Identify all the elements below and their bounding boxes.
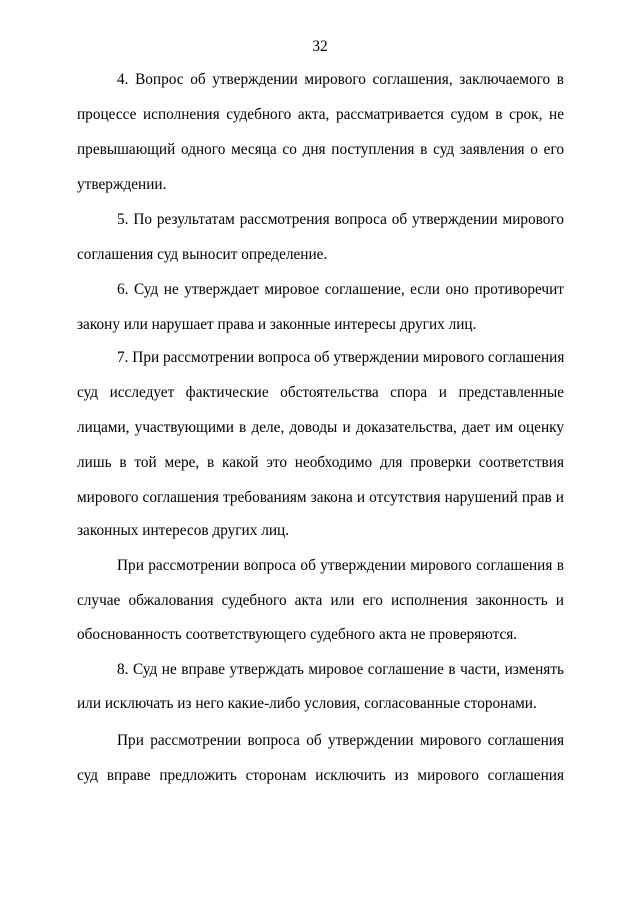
paragraph-6-line-1: 6. Суд не утверждает мировое соглашение, если оно противоречит <box>117 281 564 298</box>
paragraph-5-line-2: соглашения суд выносит определение. <box>77 246 328 263</box>
paragraph-7-line-4: лишь в той мере, в какой это необходимо для проверки соответствия <box>77 454 564 471</box>
paragraph-8-line-2: или исключать из него какие-либо условия, согласованные сторонами. <box>77 695 537 712</box>
paragraph-7-line-6: законных интересов других лиц. <box>77 522 290 539</box>
paragraph-5-line-1: 5. По результатам рассмотрения вопроса об утверждении мирового <box>117 211 564 228</box>
paragraph-4-line-3: превышающий одного месяца со дня поступления в суд заявления о его <box>77 141 564 158</box>
paragraph-4-line-1: 4. Вопрос об утверждении мирового соглашения, заключаемого в <box>117 71 564 88</box>
paragraph-4-line-2: процессе исполнения судебного акта, рассматривается судом в срок, не <box>77 106 564 123</box>
paragraph-7-line-3: лицами, участвующими в деле, доводы и доказательства, дает им оценку <box>77 419 564 436</box>
paragraph-7b-line-2: случае обжалования судебного акта или его исполнения законность и <box>77 592 564 609</box>
paragraph-6-line-2: закону или нарушает права и законные интересы других лиц. <box>77 316 477 333</box>
paragraph-4-line-4: утверждении. <box>77 176 167 193</box>
paragraph-8b-line-1: При рассмотрении вопроса об утверждении мирового соглашения <box>117 732 564 749</box>
paragraph-7-line-5: мирового соглашения требованиям закона и отсутствия нарушений прав и <box>77 489 564 506</box>
paragraph-8-line-1: 8. Суд не вправе утверждать мировое соглашение в части, изменять <box>117 661 564 678</box>
page-number: 32 <box>312 38 328 55</box>
paragraph-7b-line-3: обоснованность соответствующего судебного акта не проверяются. <box>77 626 518 643</box>
paragraph-7-line-1: 7. При рассмотрении вопроса об утверждении мирового соглашения <box>117 349 565 366</box>
paragraph-7-line-2: суд исследует фактические обстоятельства спора и представленные <box>77 384 564 401</box>
paragraph-8b-line-2: суд вправе предложить сторонам исключить из мирового соглашения <box>77 767 564 784</box>
paragraph-7b-line-1: При рассмотрении вопроса об утверждении мирового соглашения в <box>117 557 564 574</box>
